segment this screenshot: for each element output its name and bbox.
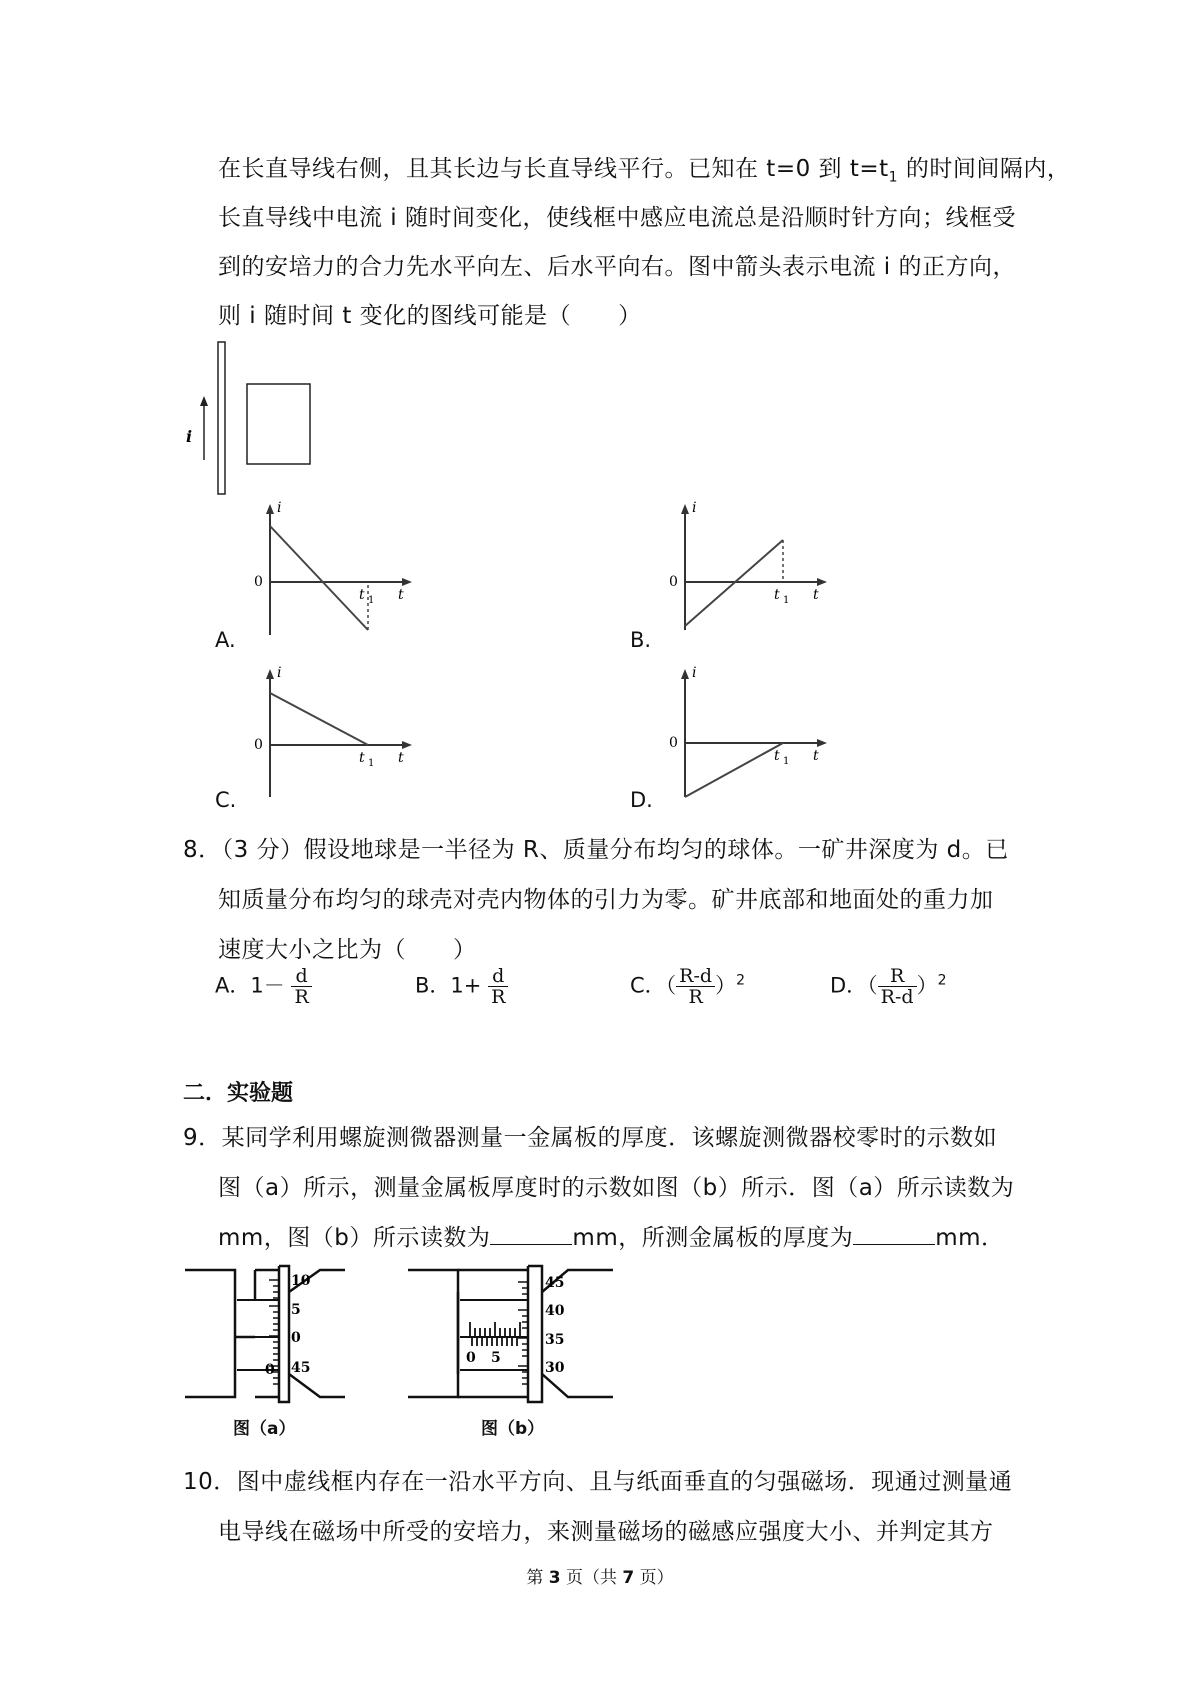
t1-subscript: 1 bbox=[783, 595, 790, 606]
t1-subscript: 1 bbox=[783, 756, 790, 767]
origin-label: 0 bbox=[669, 574, 678, 590]
origin-label: 0 bbox=[669, 735, 678, 751]
i-axis-label: i bbox=[277, 665, 282, 681]
i-axis-arrow bbox=[266, 504, 274, 514]
i-axis-label: i bbox=[277, 500, 282, 516]
q7-line-4: 则 i 随时间 t 变化的图线可能是（ ） bbox=[218, 303, 642, 329]
current-line bbox=[270, 526, 368, 630]
thimble-label-a-1: 10 bbox=[291, 1273, 311, 1289]
i-axis-arrow bbox=[266, 669, 274, 679]
graph-option-c bbox=[250, 665, 420, 815]
q10-line-2: 电导线在磁场中所受的安培力，来测量磁场的磁感应强度大小、并判定其方 bbox=[218, 1519, 994, 1545]
micrometer-figure-a bbox=[185, 1262, 350, 1412]
thimble-label-a-4: 45 bbox=[291, 1360, 311, 1376]
t1-label: t bbox=[359, 750, 365, 766]
graph-option-b-label: B. bbox=[630, 628, 652, 652]
t-axis-label: t bbox=[398, 587, 404, 603]
origin-label: 0 bbox=[254, 737, 263, 753]
page-footer: 第 3 页（共 7 页） bbox=[526, 1568, 674, 1588]
figure-a-caption: 图（a） bbox=[233, 1419, 296, 1439]
micrometer-figure-b bbox=[408, 1262, 618, 1412]
thimble-label-a-3: 0 bbox=[291, 1330, 301, 1346]
graph-option-a-label: A. bbox=[215, 628, 236, 652]
graph-option-d bbox=[665, 665, 835, 815]
t-axis-label: t bbox=[813, 587, 819, 603]
thimble-label-b-4: 30 bbox=[545, 1360, 565, 1376]
t1-subscript: 1 bbox=[368, 758, 375, 769]
q10-line-1: 10．图中虚线框内存在一沿水平方向、且与纸面垂直的匀强磁场．现通过测量通 bbox=[183, 1469, 1013, 1495]
t-axis-arrow bbox=[402, 741, 412, 749]
i-axis-label: i bbox=[692, 665, 697, 681]
t1-label: t bbox=[774, 587, 780, 603]
q8-line-1: 8．（3 分）假设地球是一半径为 R、质量分布均匀的球体。一矿井深度为 d。已 bbox=[183, 837, 1009, 863]
q7-line-1: 在长直导线右侧，且其长边与长直导线平行。已知在 t=0 到 $t=t_1$ 的时间间隔内， bbox=[218, 156, 1071, 186]
q8-line-3: 速度大小之比为（ ） bbox=[218, 937, 477, 963]
wire-loop-figure bbox=[180, 340, 320, 500]
t-axis-arrow bbox=[817, 739, 827, 747]
sleeve-label-b-5: 5 bbox=[491, 1350, 501, 1366]
q9-line-3: mm，图（b）所示读数为 mm，所测金属板的厚度为 mm． bbox=[218, 1222, 1005, 1254]
q7-line-2: 长直导线中电流 i 随时间变化，使线框中感应电流总是沿顺时针方向；线框受 bbox=[218, 205, 1017, 231]
answer-blank-thickness[interactable] bbox=[853, 1222, 935, 1245]
t1-label: t bbox=[359, 587, 365, 603]
graph-option-a bbox=[250, 500, 420, 650]
i-axis-label: i bbox=[692, 500, 697, 516]
current-label: i bbox=[186, 427, 193, 446]
t-axis-arrow bbox=[402, 578, 412, 586]
q8-line-2: 知质量分布均匀的球壳对壳内物体的引力为零。矿井底部和地面处的重力加 bbox=[218, 887, 994, 913]
sleeve-label-a: 0 bbox=[265, 1362, 275, 1378]
t-axis-label: t bbox=[813, 748, 819, 764]
thimble-label-b-2: 40 bbox=[545, 1303, 565, 1319]
section-title: 二．实验题 bbox=[183, 1081, 294, 1106]
current-line bbox=[270, 693, 368, 745]
long-wire bbox=[218, 342, 225, 494]
answer-blank-b[interactable] bbox=[490, 1222, 572, 1245]
t-axis-label: t bbox=[398, 750, 404, 766]
t1-subscript: 1 bbox=[368, 595, 375, 606]
graph-option-b bbox=[665, 500, 835, 650]
q7-line-3: 到的安培力的合力先水平向左、后水平向右。图中箭头表示电流 i 的正方向， bbox=[218, 254, 1017, 280]
graph-option-c-label: C. bbox=[215, 788, 237, 812]
thimble-label-b-1: 45 bbox=[545, 1275, 565, 1291]
t-axis-arrow bbox=[817, 578, 827, 586]
q9-line-2: 图（a）所示，测量金属板厚度时的示数如图（b）所示．图（a）所示读数为 bbox=[218, 1175, 1015, 1201]
graph-option-d-label: D. bbox=[630, 788, 653, 812]
sleeve-label-b-0: 0 bbox=[466, 1350, 476, 1366]
i-axis-arrow bbox=[681, 504, 689, 514]
origin-label: 0 bbox=[254, 574, 263, 590]
thimble-label-b-3: 35 bbox=[545, 1332, 565, 1348]
wire-loop bbox=[247, 384, 310, 464]
q8-option-b: B．1+ $\frac{d}{R}$ bbox=[415, 966, 508, 1007]
q8-option-d: D．（ $\frac{R}{R-d}$ ）$^2$ bbox=[830, 965, 947, 1008]
q8-option-c: C．（ $\frac{R-d}{R}$ ）$^2$ bbox=[630, 965, 745, 1008]
current-arrow-head bbox=[200, 396, 208, 406]
t1-label: t bbox=[774, 748, 780, 764]
current-line bbox=[685, 743, 783, 797]
q9-line-1: 9．某同学利用螺旋测微器测量一金属板的厚度．该螺旋测微器校零时的示数如 bbox=[183, 1125, 998, 1151]
figure-b-caption: 图（b） bbox=[481, 1419, 545, 1439]
i-axis-arrow bbox=[681, 669, 689, 679]
thimble-label-a-2: 5 bbox=[291, 1302, 301, 1318]
q8-option-a: A．1－ $\frac{d}{R}$ bbox=[215, 966, 312, 1007]
